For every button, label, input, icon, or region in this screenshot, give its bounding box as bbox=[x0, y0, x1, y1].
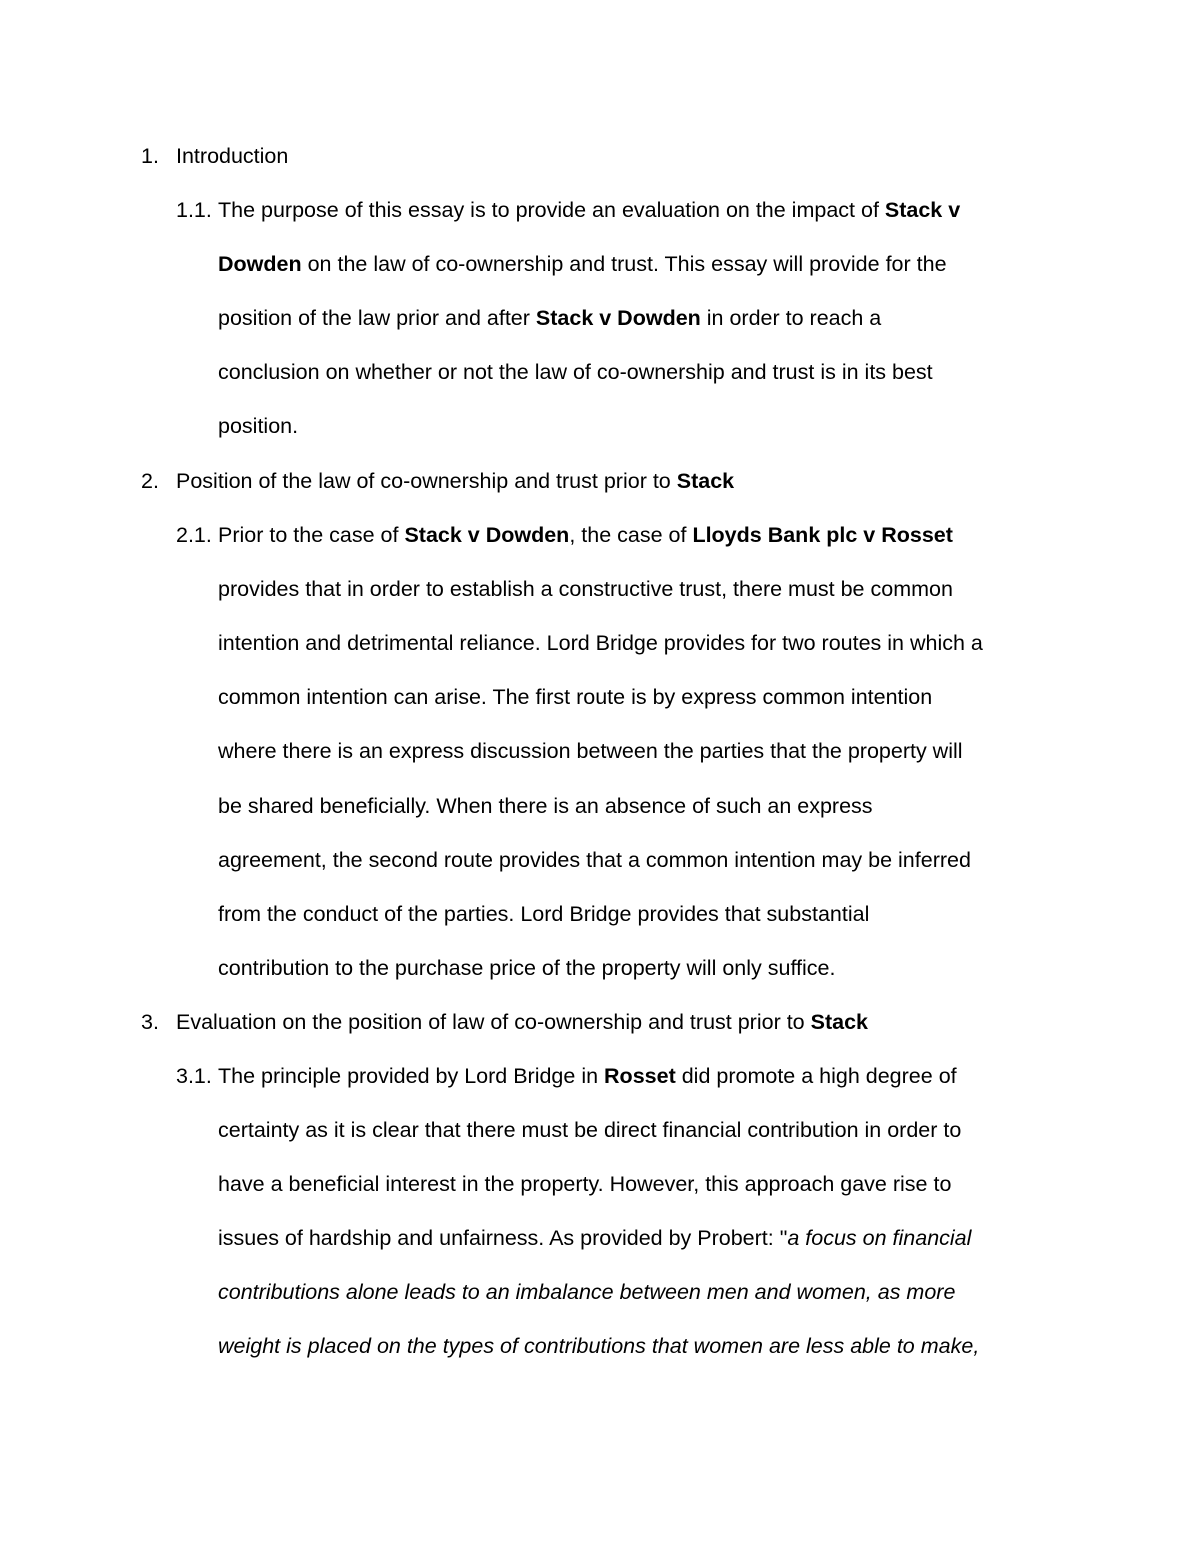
section-number: 3. bbox=[141, 1010, 159, 1034]
subsection-number: 3.1. bbox=[176, 1064, 212, 1088]
case-name: Rosset bbox=[604, 1064, 676, 1088]
case-name: Stack bbox=[810, 1010, 868, 1034]
text-run: The principle provided by Lord Bridge in bbox=[218, 1064, 605, 1088]
text-run: certainty as it is clear that there must be direct financial contribution in order to bbox=[218, 1118, 962, 1142]
paragraph-line bbox=[218, 845, 971, 875]
section-heading bbox=[176, 1007, 868, 1037]
case-name: Stack v Dowden bbox=[535, 306, 701, 330]
paragraph-line bbox=[218, 249, 947, 279]
paragraph-line bbox=[218, 1277, 955, 1307]
paragraph-line bbox=[218, 628, 983, 658]
paragraph-line bbox=[218, 1061, 957, 1091]
section-number: 2. bbox=[141, 469, 159, 493]
text-run: on the law of co-ownership and trust. This essay will provide for the bbox=[301, 252, 947, 276]
case-name: Dowden bbox=[218, 252, 302, 276]
paragraph-line bbox=[218, 303, 881, 333]
paragraph-line bbox=[218, 411, 298, 441]
paragraph-line bbox=[218, 520, 953, 550]
text-run: contribution to the purchase price of the property will only suffice. bbox=[218, 956, 836, 980]
quotation-text: contributions alone leads to an imbalance between men and women, as more bbox=[218, 1280, 956, 1304]
text-run: be shared beneficially. When there is an absence of such an express bbox=[218, 794, 873, 818]
text-run: common intention can arise. The first route is by express common intention bbox=[218, 685, 933, 709]
paragraph-line bbox=[218, 1223, 971, 1253]
text-run: have a beneficial interest in the property. However, this approach gave rise to bbox=[218, 1172, 952, 1196]
paragraph-line bbox=[218, 682, 932, 712]
paragraph-line bbox=[218, 1115, 961, 1145]
text-run: , the case of bbox=[569, 523, 693, 547]
text-run: where there is an express discussion between the parties that the property will bbox=[218, 739, 963, 763]
text-run: provides that in order to establish a constructive trust, there must be common bbox=[218, 577, 953, 601]
section-heading bbox=[176, 466, 734, 496]
paragraph-line bbox=[218, 574, 953, 604]
text-run: position. bbox=[218, 414, 299, 438]
text-run: Evaluation on the position of law of co-ownership and trust prior to bbox=[176, 1010, 811, 1034]
paragraph-line bbox=[218, 357, 933, 387]
quotation-text: a focus on financial bbox=[787, 1226, 972, 1250]
paragraph-line bbox=[218, 1169, 951, 1199]
text-run: in order to reach a bbox=[700, 306, 882, 330]
text-run: did promote a high degree of bbox=[675, 1064, 957, 1088]
case-name: Stack v bbox=[884, 198, 961, 222]
quotation-text: weight is placed on the types of contributions that women are less able to make, bbox=[218, 1334, 980, 1358]
text-run: intention and detrimental reliance. Lord Bridge provides for two routes in which a bbox=[218, 631, 983, 655]
paragraph-line bbox=[218, 791, 873, 821]
text-run: Position of the law of co-ownership and trust prior to bbox=[176, 469, 677, 493]
text-run: from the conduct of the parties. Lord Bridge provides that substantial bbox=[218, 902, 870, 926]
paragraph-line bbox=[218, 953, 835, 983]
paragraph-line bbox=[218, 1331, 979, 1361]
paragraph-line bbox=[218, 736, 963, 766]
text-run: The purpose of this essay is to provide an evaluation on the impact of bbox=[218, 198, 885, 222]
section-heading: Introduction bbox=[176, 144, 289, 168]
section-number: 1. bbox=[141, 144, 159, 168]
case-name: Lloyds Bank plc v Rosset bbox=[692, 523, 953, 547]
case-name: Stack bbox=[676, 469, 735, 493]
subsection-number: 2.1. bbox=[176, 523, 212, 547]
subsection-number: 1.1. bbox=[176, 198, 212, 222]
text-run: position of the law prior and after bbox=[218, 306, 536, 330]
text-run: Prior to the case of bbox=[218, 523, 405, 547]
text-run: conclusion on whether or not the law of co-ownership and trust is in its best bbox=[218, 360, 933, 384]
paragraph-line bbox=[218, 195, 960, 225]
paragraph-line bbox=[218, 899, 869, 929]
text-run: issues of hardship and unfairness. As provided by Probert: " bbox=[218, 1226, 788, 1250]
case-name: Stack v Dowden bbox=[404, 523, 570, 547]
text-run: agreement, the second route provides that a common intention may be inferred bbox=[218, 848, 971, 872]
